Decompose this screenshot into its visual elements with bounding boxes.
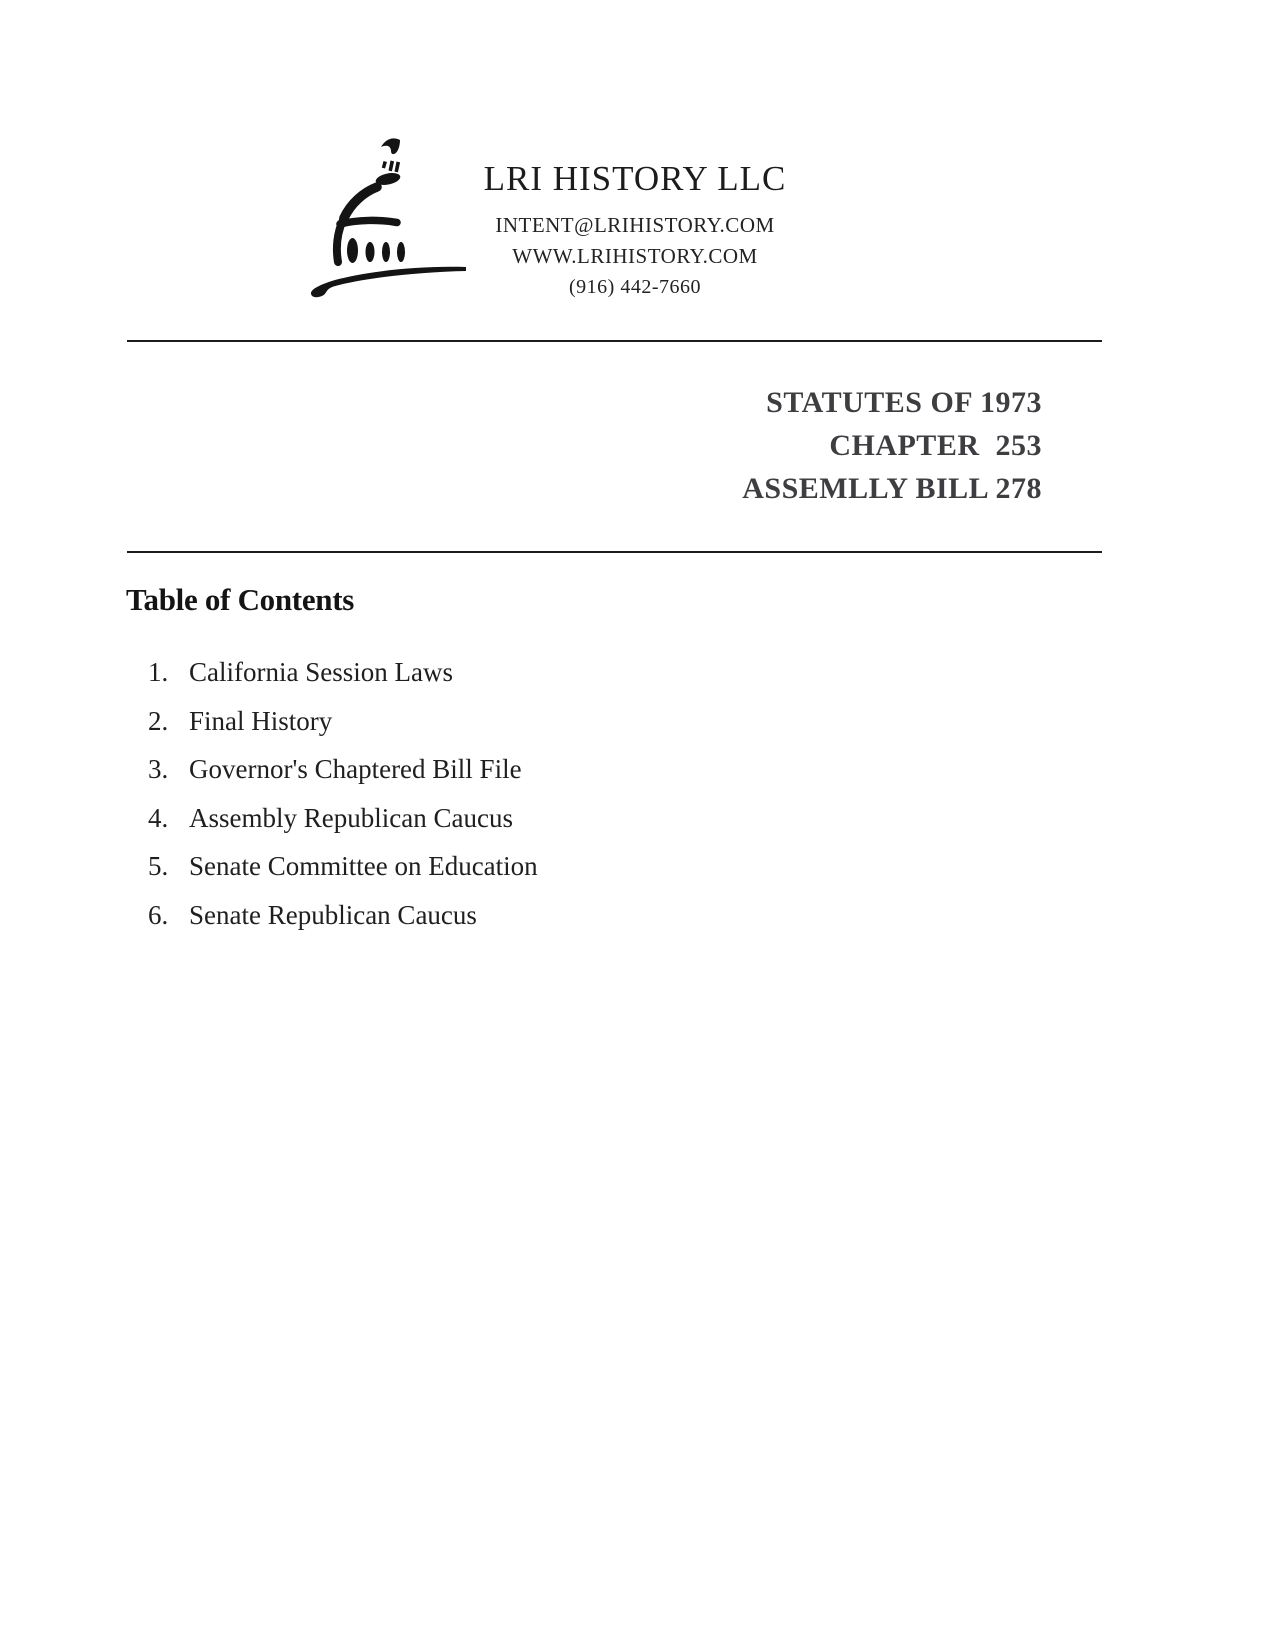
toc-item bbox=[148, 697, 848, 746]
company-email: INTENT@LRIHISTORY.COM bbox=[495, 213, 775, 237]
toc-item-label: Senate Committee on Education bbox=[189, 851, 538, 881]
toc-item-label: Senate Republican Caucus bbox=[189, 899, 477, 930]
toc-list bbox=[148, 648, 848, 939]
company-phone: (916) 442-7660 bbox=[569, 276, 701, 298]
toc-item-number: 4. bbox=[148, 802, 169, 833]
company-name: LRI HISTORY LLC bbox=[483, 159, 787, 198]
statute-line-2: CHAPTER 253 bbox=[829, 429, 1042, 462]
toc-item-label: California Session Laws bbox=[189, 657, 453, 687]
horizontal-rule-top bbox=[127, 340, 1102, 342]
statute-title-block bbox=[742, 381, 1042, 510]
toc-item-number: 3. bbox=[148, 754, 169, 784]
toc-item-label: Governor's Chaptered Bill File bbox=[189, 754, 522, 784]
toc-item bbox=[148, 842, 848, 891]
toc-item-number: 6. bbox=[148, 899, 169, 930]
company-website: WWW.LRIHISTORY.COM bbox=[512, 244, 758, 268]
toc-item-label: Final History bbox=[189, 705, 333, 736]
toc-item-label: Assembly Republican Caucus bbox=[189, 802, 513, 833]
toc-item bbox=[148, 648, 848, 697]
letterhead bbox=[434, 160, 836, 303]
toc-item bbox=[148, 891, 848, 940]
horizontal-rule-bottom bbox=[127, 551, 1102, 553]
toc-item-number: 2. bbox=[148, 705, 169, 736]
toc-item-number: 5. bbox=[148, 851, 169, 881]
toc-item-number: 1. bbox=[148, 657, 169, 687]
toc-item bbox=[148, 745, 848, 794]
toc-item bbox=[148, 794, 848, 843]
statute-line-1: STATUTES OF 1973 bbox=[766, 386, 1042, 419]
statute-line-3: ASSEMLLY BILL 278 bbox=[742, 472, 1042, 505]
toc-heading: Table of Contents bbox=[126, 582, 355, 617]
